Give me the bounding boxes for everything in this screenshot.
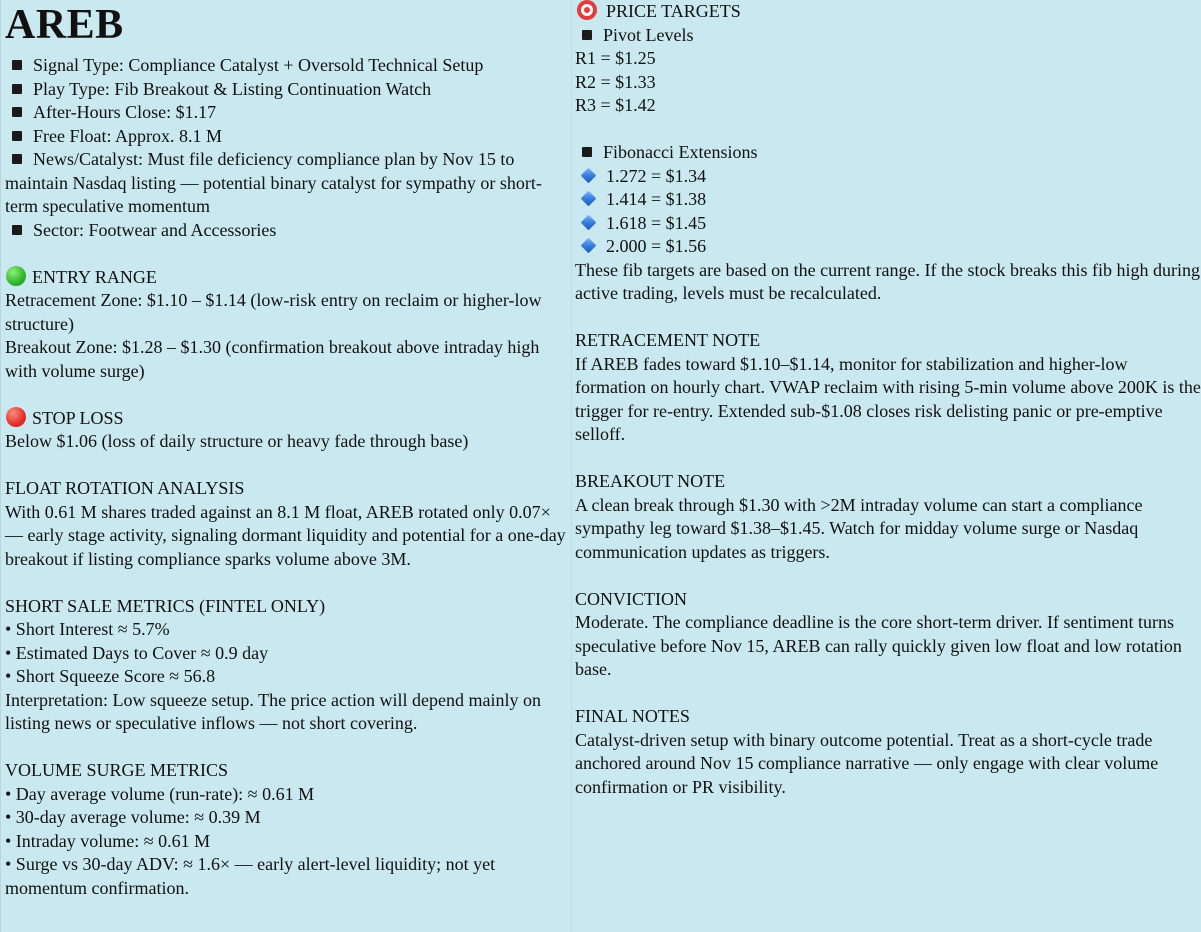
blue-diamond-icon	[581, 238, 597, 254]
squeeze-score-item: • Short Squeeze Score ≈ 56.8	[5, 666, 216, 686]
breakout-zone-text: Breakout Zone: $1.28 – $1.30 (confirmation breakout above intraday high with volume surge)	[5, 337, 540, 381]
volume-surge-heading: VOLUME SURGE METRICS	[5, 760, 229, 780]
retracement-note-text: If AREB fades toward $1.10–$1.14, monitor for stabilization and higher-low formation on hourly chart. VWAP reclaim with rising 5-min volume above 200K is the trigger for re-entry. Extended sub-$1.08 closes risk delisting panic or pre-emptive selloff.	[575, 353, 1201, 444]
bullet-play-type: Play Type: Fib Breakout & Listing Continuation Watch	[5, 78, 571, 102]
blue-diamond-icon	[581, 167, 597, 183]
days-to-cover-item: • Estimated Days to Cover ≈ 0.9 day	[5, 642, 269, 663]
pivot-levels-heading: Pivot Levels	[575, 24, 1201, 48]
conviction-heading: CONVICTION	[575, 588, 687, 609]
blue-diamond-icon	[581, 214, 597, 230]
fib-1618: 1.618 = $1.45	[575, 212, 1201, 236]
fib-1414: 1.414 = $1.38	[575, 188, 1201, 212]
bullet-signal-type: Signal Type: Compliance Catalyst + Oversold Technical Setup	[5, 54, 571, 78]
fib-note: These fib targets are based on the current range. If the stock breaks this fib high during active trading, levels must be recalculated.	[575, 259, 1200, 303]
ticker-title: AREB	[5, 2, 124, 48]
black-square-icon	[12, 131, 22, 141]
entry-range-heading: ENTRY RANGE	[5, 266, 571, 290]
pivot-r2: R2 = $1.33	[575, 71, 656, 92]
black-square-icon	[12, 154, 22, 164]
pivot-r3: R3 = $1.42	[575, 95, 656, 115]
black-square-icon	[12, 225, 22, 235]
short-sale-heading: SHORT SALE METRICS (FINTEL ONLY)	[5, 595, 326, 616]
pivot-r1: R1 = $1.25	[575, 48, 656, 68]
black-square-icon	[12, 107, 22, 117]
bullet-after-hours-close: After-Hours Close: $1.17	[5, 101, 571, 125]
red-circle-icon	[6, 407, 26, 427]
final-notes-text: Catalyst-driven setup with binary outcome potential. Treat as a short-cycle trade anchored around Nov 15 compliance narrative — only engage with clear volume confirmation or PR visibility.	[575, 729, 1159, 797]
stop-loss-heading: STOP LOSS	[5, 407, 571, 431]
price-targets-heading: PRICE TARGETS	[575, 0, 1201, 24]
stop-loss-text: Below $1.06 (loss of daily structure or heavy fade through base)	[5, 431, 469, 451]
fib-2000: 2.000 = $1.56	[575, 235, 1201, 259]
fib-1272: 1.272 = $1.34	[575, 165, 1201, 189]
bullet-free-float: Free Float: Approx. 8.1 M	[5, 125, 571, 149]
black-square-icon	[12, 60, 22, 70]
float-rotation-heading: FLOAT ROTATION ANALYSIS	[5, 478, 245, 498]
blue-diamond-icon	[581, 191, 597, 207]
right-column	[571, 0, 1201, 932]
bullet-sector: Sector: Footwear and Accessories	[5, 219, 571, 243]
retracement-zone-text: Retracement Zone: $1.10 – $1.14 (low-risk entry on reclaim or higher-low structure)	[5, 290, 542, 334]
green-circle-icon	[6, 266, 26, 286]
black-square-icon	[582, 30, 592, 40]
fibonacci-heading: Fibonacci Extensions	[575, 141, 1201, 165]
surge-vs-adv-item: • Surge vs 30-day ADV: ≈ 1.6× — early alert-level liquidity; not yet momentum confirmation.	[5, 854, 496, 898]
breakout-note-text: A clean break through $1.30 with >2M intraday volume can start a compliance sympathy leg toward $1.38–$1.45. Watch for midday volume surge or Nasdaq communication updates as triggers.	[575, 494, 1143, 562]
bullseye-icon	[577, 0, 597, 20]
conviction-text: Moderate. The compliance deadline is the core short-term driver. If sentiment turns speculative before Nov 15, AREB can rally quickly given low float and low rotation base.	[575, 612, 1182, 679]
black-square-icon	[582, 147, 592, 157]
bullet-news-catalyst: News/Catalyst: Must file deficiency compliance plan by Nov 15 to maintain Nasdaq listing — potential binary catalyst for sympathy or short-term speculative momentum	[5, 149, 542, 216]
intraday-volume-item: • Intraday volume: ≈ 0.61 M	[5, 830, 211, 851]
left-column	[0, 0, 571, 932]
thirty-day-volume-item: • 30-day average volume: ≈ 0.39 M	[5, 807, 261, 827]
short-interest-item: • Short Interest ≈ 5.7%	[5, 619, 170, 639]
black-square-icon	[12, 84, 22, 94]
short-sale-interpretation: Interpretation: Low squeeze setup. The price action will depend mainly on listing news or speculative inflows — not short covering.	[5, 689, 541, 733]
final-notes-heading: FINAL NOTES	[575, 706, 690, 726]
float-rotation-text: With 0.61 M shares traded against an 8.1 M float, AREB rotated only 0.07× — early stage activity, signaling dormant liquidity and potential for a one-day breakout if listing compliance sparks volume above 3M.	[5, 501, 566, 569]
breakout-note-heading: BREAKOUT NOTE	[575, 471, 726, 491]
retracement-note-heading: RETRACEMENT NOTE	[575, 330, 761, 350]
day-average-volume-item: • Day average volume (run-rate): ≈ 0.61 M	[5, 783, 315, 804]
